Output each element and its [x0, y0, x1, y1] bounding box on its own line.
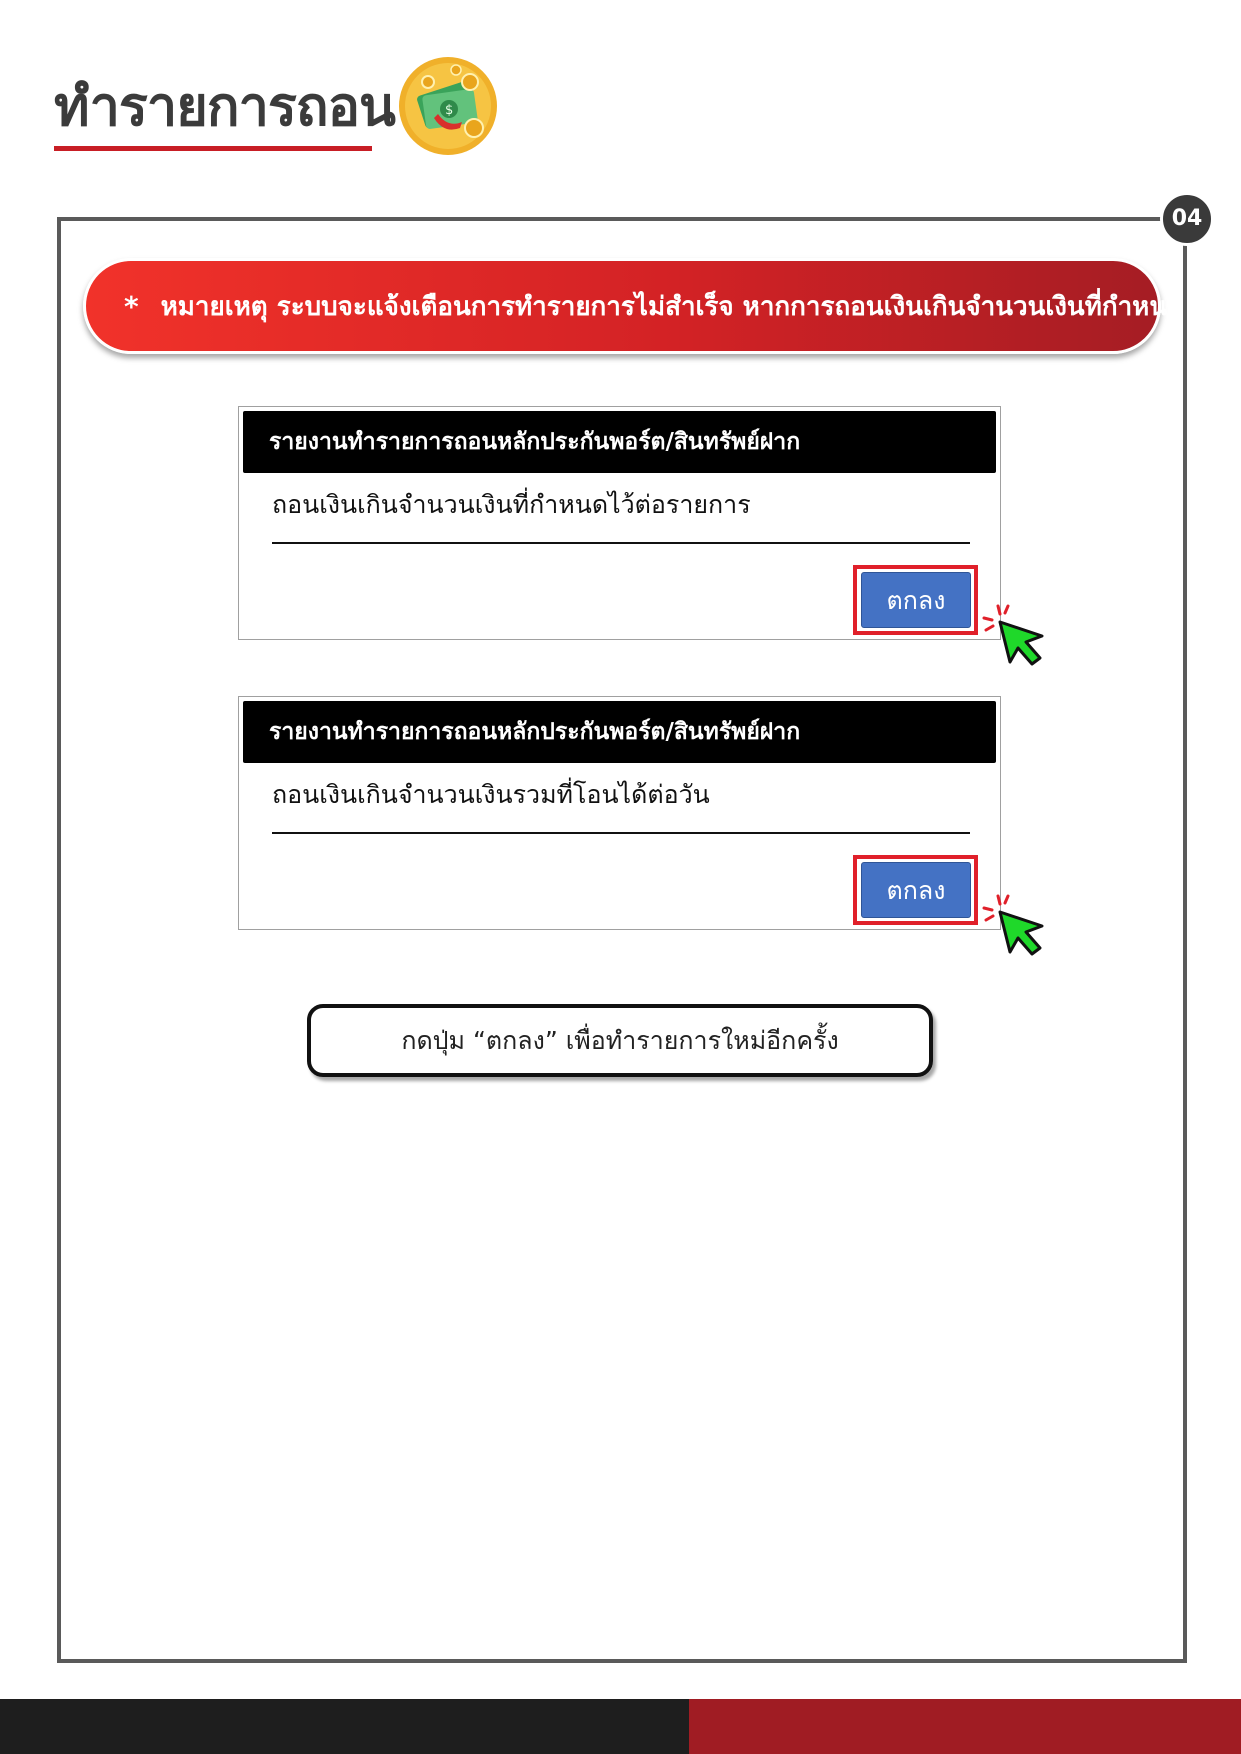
ok-button[interactable]: ตกลง — [861, 572, 971, 628]
instruction-box: กดปุ่ม “ตกลง” เพื่อทำรายการใหม่อีกครั้ง — [307, 1004, 933, 1077]
click-cursor-icon — [980, 600, 1052, 672]
dialog-divider — [272, 542, 970, 544]
dialog-message: ถอนเงินเกินจำนวนเงินรวมที่โอนได้ต่อวัน — [272, 780, 710, 809]
dialog-message: ถอนเงินเกินจำนวนเงินที่กำหนดไว้ต่อรายการ — [272, 490, 751, 519]
footer-bar-dark — [0, 1699, 689, 1754]
note-text: หมายเหตุ ระบบจะแจ้งเตือนการทำรายการไม่สำเร็จ หากการถอนเงินเกินจำนวนเงินที่กำหนด — [160, 291, 1184, 322]
dialog-divider — [272, 832, 970, 834]
footer-bar-red — [689, 1699, 1241, 1754]
click-cursor-icon — [980, 890, 1052, 962]
svg-text:$: $ — [445, 103, 454, 118]
dialog-title: รายงานทำรายการถอนหลักประกันพอร์ต/สินทรัพย์ฝาก — [243, 701, 996, 763]
note-banner — [83, 258, 1184, 354]
ok-button[interactable]: ตกลง — [861, 862, 971, 918]
asterisk: * — [124, 289, 139, 323]
money-coins-icon — [398, 56, 498, 156]
page-title: ทำรายการถอน — [54, 75, 395, 138]
alert-dialog-daily-limit — [238, 696, 1001, 930]
title-underline — [54, 146, 372, 151]
page-number-badge: 04 — [1160, 192, 1214, 246]
alert-dialog-per-transaction — [238, 406, 1001, 640]
dialog-title: รายงานทำรายการถอนหลักประกันพอร์ต/สินทรัพย์ฝาก — [243, 411, 996, 473]
